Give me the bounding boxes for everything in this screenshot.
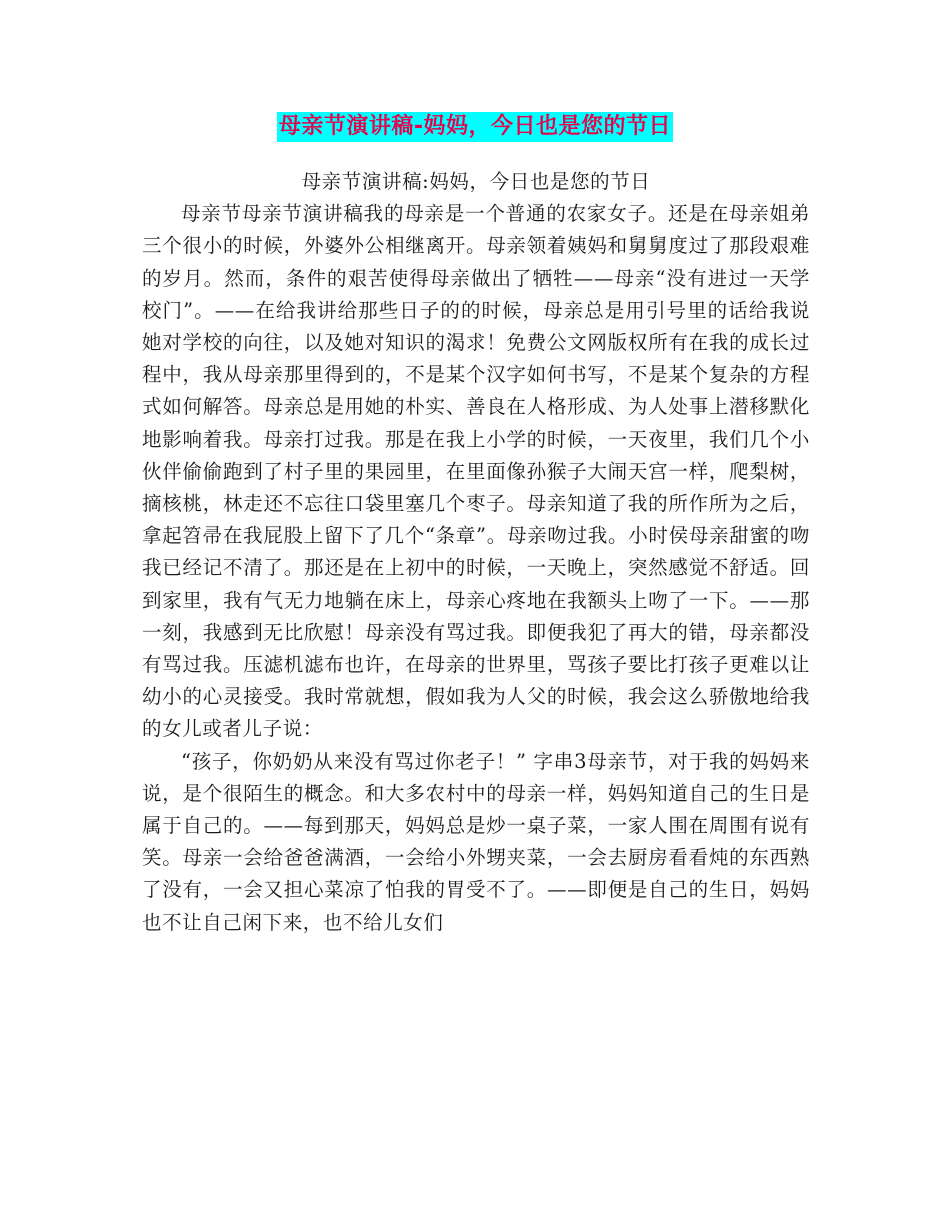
document-body [142, 166, 810, 939]
document-title: 母亲节演讲稿-妈妈，今日也是您的节日 [277, 112, 673, 142]
paragraph: “孩子，你奶奶从来没有骂过你老子！” 字串3母亲节，对于我的妈妈来说，是个很陌生的概念。和大多农村中的母亲一样，妈妈知道自己的生日是属于自己的。——每到那天，妈妈总是炒一桌子菜，一家人围在周围有说有笑。母亲一会给爸爸满酒，一会给小外甥夹菜，一会去厨房看看炖的东西熟了没有，一会又担心菜凉了怕我的胃受不了。——即便是自己的生日，妈妈也不让自己闲下来，也不给儿女们 [142, 749, 810, 934]
document-subtitle: 母亲节演讲稿:妈妈，今日也是您的节日 [301, 170, 651, 193]
paragraph: 母亲节母亲节演讲稿我的母亲是一个普通的农家女子。还是在母亲姐弟三个很小的时候，外婆外公相继离开。母亲领着姨妈和舅舅度过了那段艰难的岁月。然而，条件的艰苦使得母亲做出了牺牲——母亲“没有进过一天学校门”。——在给我讲给那些日子的的时候，母亲总是用引号里的话给我说她对学校的向往，以及她对知识的渴求！免费公文网版权所有在我的成长过程中，我从母亲那里得到的，不是某个汉字如何书写，不是某个复杂的方程式如何解答。母亲总是用她的朴实、善良在人格形成、为人处事上潜移默化地影响着我。母亲打过我。那是在我上小学的时候，一天夜里，我们几个小伙伴偷偷跑到了村子里的果园里，在里面像孙猴子大闹天宫一样，爬梨树，摘核桃，林走还不忘往口袋里塞几个枣子。母亲知道了我的所作所为之后，拿起笤帚在我屁股上留下了几个“条章”。母亲吻过我。小时侯母亲甜蜜的吻我已经记不清了。那还是在上初中的时候，一天晚上，突然感觉不舒适。回到家里，我有气无力地躺在床上，母亲心疼地在我额头上吻了一下。——那一刻，我感到无比欣慰！母亲没有骂过我。即便我犯了再大的错，母亲都没有骂过我。压滤机滤布也许，在母亲的世界里，骂孩子要比打孩子更难以让幼小的心灵接受。我时常就想，假如我为人父的时候，我会这么骄傲地给我的女儿或者儿子说： [142, 202, 810, 741]
title-row [0, 112, 950, 142]
